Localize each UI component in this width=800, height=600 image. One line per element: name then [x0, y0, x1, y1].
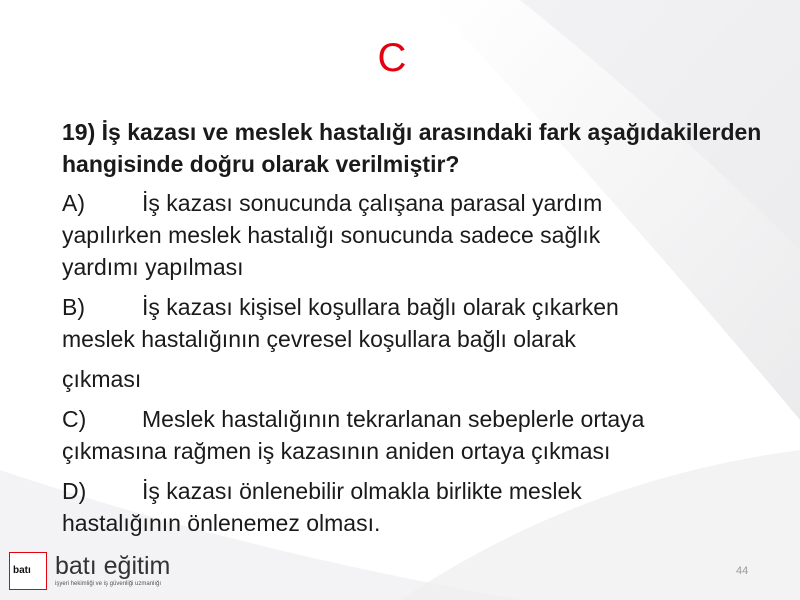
option-c-line1: Meslek hastalığının tekrarlanan sebeplerle ortaya [142, 406, 645, 432]
option-c-line2: çıkmasına rağmen iş kazasının aniden ortaya çıkması [62, 438, 611, 464]
question-text: 19) İş kazası ve meslek hastalığı arasındaki fark aşağıdakilerden hangisinde doğru olarak verilmiştir? [62, 119, 762, 177]
brand-name: batı eğitim [55, 552, 171, 580]
option-a [62, 187, 762, 283]
option-c-letter: C) [62, 406, 87, 432]
slide-title: C [377, 36, 407, 80]
option-a-line3: yardımı yapılması [62, 254, 244, 280]
brand-logo-text: batı [13, 565, 31, 576]
option-d-letter: D) [62, 478, 87, 504]
brand-logo [9, 552, 47, 590]
slide-content [62, 116, 762, 547]
option-b-line2: meslek hastalığının çevresel koşullara bağlı olarak [62, 326, 576, 352]
brand-tagline: işyeri hekimliği ve iş güvenliği uzmanlığı [55, 581, 162, 587]
option-b-letter: B) [62, 294, 85, 320]
option-a-letter: A) [62, 190, 85, 216]
option-b-line3: çıkması [62, 366, 142, 392]
page-number: 44 [736, 565, 749, 577]
option-d-line2: hastalığının önlenemez olması. [62, 510, 381, 536]
option-a-line1: İş kazası sonucunda çalışana parasal yardım [142, 190, 603, 216]
option-d [62, 475, 762, 539]
option-c [62, 403, 762, 467]
option-b-line1: İş kazası kişisel koşullara bağlı olarak çıkarken [142, 294, 619, 320]
option-b [62, 291, 762, 395]
option-d-line1: İş kazası önlenebilir olmakla birlikte meslek [142, 478, 582, 504]
option-a-line2: yapılırken meslek hastalığı sonucunda sadece sağlık [62, 222, 601, 248]
